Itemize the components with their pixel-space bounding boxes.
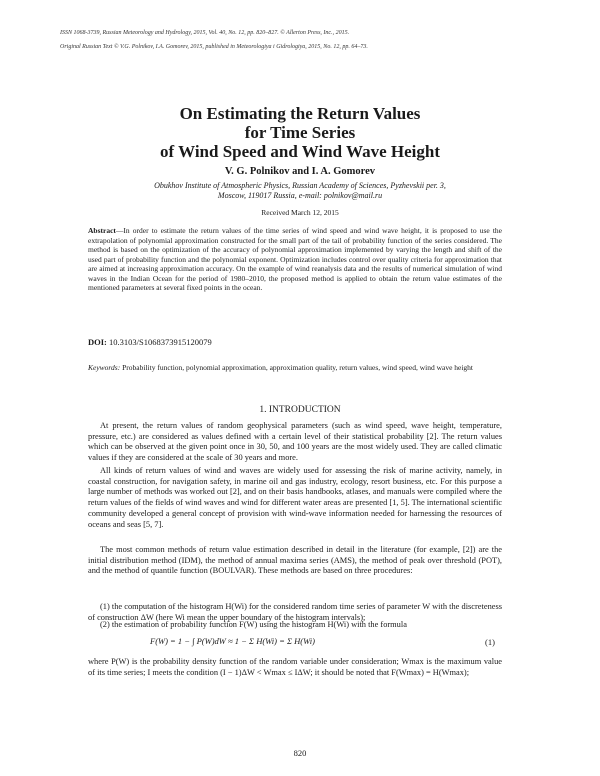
doi-label: DOI: [88, 337, 107, 347]
abstract [88, 226, 502, 293]
received-date: Received March 12, 2015 [261, 208, 339, 217]
authors: V. G. Polnikov and I. A. Gomorev [224, 166, 376, 177]
keywords-text: Probability function, polynomial approximation, approximation quality, return values, wind speed, wind wave height [120, 363, 474, 372]
original-text-line: Original Russian Text © V.G. Polnikov, I.A. Gomorev, 2015, published in Meteorologiya i Gidrologiya, 2015, No. 12, pp. 64–73. [60, 44, 368, 50]
doi-value[interactable]: 10.3103/S1068373915120079 [106, 337, 212, 347]
journal-citation-line: ISSN 1068-3739, Russian Meteorology and Hydrology, 2015, Vol. 40, No. 12, pp. 820–827. © Allerton Press, Inc., 2015. [60, 30, 350, 36]
paragraph-procedure-1: (1) the computation of the histogram H(Wi) for the considered random time series of parameter W with the discreteness of construction ΔW (here Wi mean the upper boundary of the histogram intervals); [88, 602, 502, 622]
paper-title-line-1: On Estimating the Return Values [179, 104, 421, 123]
affiliation-line-1: Obukhov Institute of Atmospheric Physics, Russian Academy of Sciences, Pyzhevskii per. 3, [154, 181, 446, 190]
paragraph-1: At present, the return values of random geophysical parameters (such as wind speed, wave height, temperature, pressure, etc.) are considered as values defined with a certain level of their statistical probability [2]. The return values which can be observed at the given point once in 30, 50, and 100 years are the most widely used. They are called climatic values if they are considered at the scale of 30 years and more. [88, 421, 502, 463]
abstract-text: —In order to estimate the return values of the time series of wind speed and wind wave height, it is proposed to use the extrapolation of polynomial approximation constructed for the small part of the tail of probability function of the series considered. The method is based on the optimization of the accuracy of polynomial approximation implemented by varying the length and shift of the used part of probability function and the polynomial exponent. Optimization includes control over quality criteria for approximation that are aimed at increasing approximation accuracy. On the example of wind reanalysis data and the results of numerical simulation of wind waves in the Indian Ocean for the period of 1980–2010, the proposed method is applied to obtain the return value estimates of the mentioned parameters at several fixed points in the ocean. [88, 226, 502, 292]
section-heading-introduction: 1. INTRODUCTION [259, 405, 341, 415]
doi [88, 337, 212, 347]
page-number: 820 [293, 748, 307, 758]
affiliation-line-2: Moscow, 119017 Russia, e-mail: polnikov@mail.ru [217, 191, 383, 200]
paragraph-procedure-2: (2) the estimation of probability function F(W) using the histogram H(Wi) with the formula [100, 620, 407, 629]
paragraph-3: The most common methods of return value estimation described in detail in the literature (for example, [2]) are the initial distribution method (IDM), the method of annual maxima series (AMS), the method of peak over threshold (POT), and the method of quantile function (BOULVAR). These methods are based on three procedures: [88, 545, 502, 576]
paragraph-2: All kinds of return values of wind and waves are widely used for assessing the risk of marine activity, namely, in coastal construction, for navigation safety, in marine oil and gas industry, ecology, resort business, etc. For this purpose a large number of methods was worked out [2], and on their basis handbooks, atlases, and manuals were compiled where the return values of the fields of wind waves and wind for different water areas are presented [1, 5]. The international scientific community developed a general concept of provision with wind-wave information needed for harnessing the resources of oceans and seas [5, 7]. [88, 466, 502, 529]
abstract-label: Abstract [88, 226, 116, 235]
keywords [88, 363, 502, 373]
paper-title-line-3: of Wind Speed and Wind Wave Height [160, 142, 440, 161]
equation-number: (1) [485, 637, 495, 647]
equation-1: F(W) = 1 − ∫ P(W)dW ≈ 1 − Σ H(Wi) = Σ H(Wi) [150, 636, 315, 646]
paragraph-after-equation: where P(W) is the probability density function of the random variable under consideration; Wmax is the maximum value of its time series; I meets the condition (I − 1)ΔW < Wmax ≤ IΔW; it should be noted that F(Wmax) = H(Wmax); [88, 657, 502, 677]
paper-title-line-2: for Time Series [244, 123, 356, 142]
keywords-label: Keywords: [88, 363, 121, 372]
